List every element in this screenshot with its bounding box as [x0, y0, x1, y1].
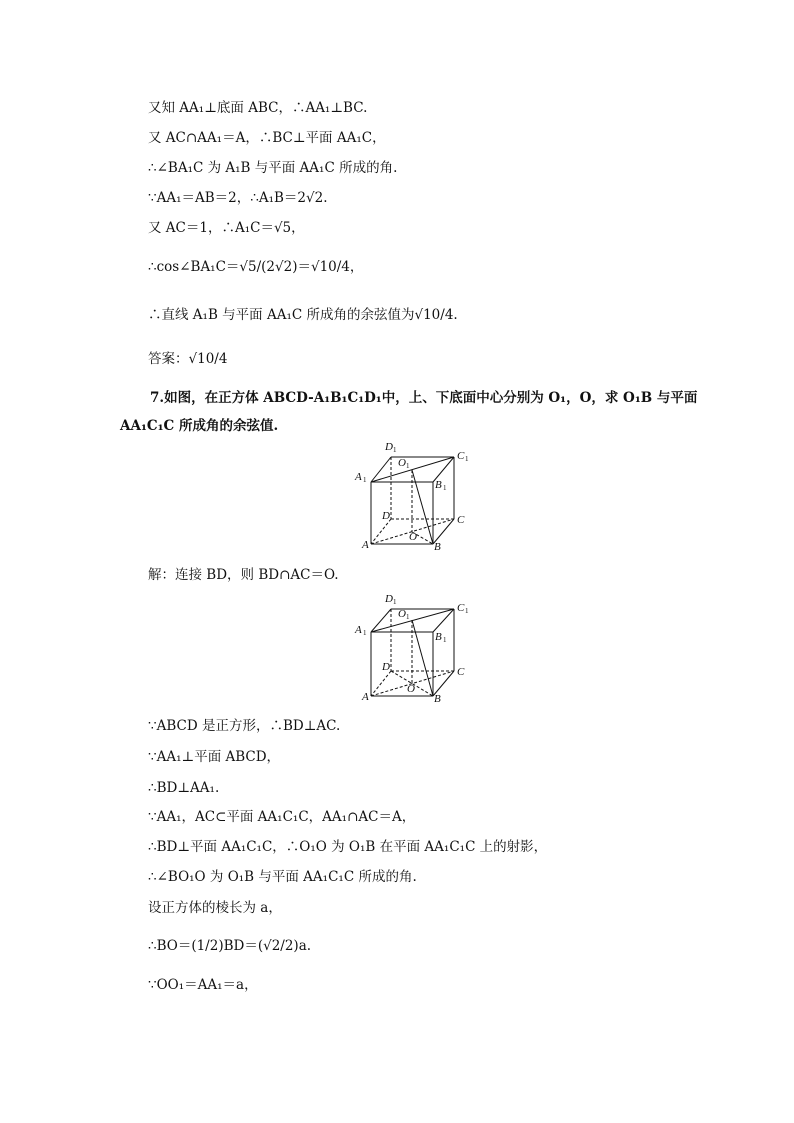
label-C1-sub: 1 [465, 455, 469, 463]
solution-line-7: ∴∠BO₁O 为 O₁B 与平面 AA₁C₁C 所成的角. [148, 869, 417, 885]
label2-B1-sub: 1 [443, 636, 447, 644]
label-B: B [434, 541, 441, 552]
label-D: D [382, 510, 390, 522]
label2-D1: D [385, 593, 393, 605]
solution-line-6: ∴BD⊥平面 AA₁C₁C，∴O₁O 为 O₁B 在平面 AA₁C₁C 上的射影， [148, 839, 548, 855]
label2-B: B [434, 693, 441, 704]
label2-C: C [457, 666, 465, 678]
label-A1: A [355, 471, 362, 483]
solution-line-5: ∵AA₁，AC⊂平面 AA₁C₁C，AA₁∩AC＝A， [148, 809, 416, 825]
label2-O1: O [398, 608, 406, 620]
label-O: O [409, 531, 417, 543]
label2-A1-sub: 1 [363, 629, 367, 637]
text-line-6: ∴cos∠BA₁C＝√5/(2√2)＝√10/4， [148, 259, 364, 275]
solution-line-8: 设正方体的棱长为 a， [148, 900, 282, 916]
label-C: C [457, 514, 465, 526]
problem-7-line-1: 7.如图，在正方体 ABCD-A₁B₁C₁D₁中，上、下底面中心分别为 O₁，O，求 O₁B 与平面 [150, 390, 698, 406]
label-D1-sub: 1 [393, 446, 397, 454]
solution-line-2: ∵ABCD 是正方形，∴BD⊥AC. [148, 718, 341, 734]
label2-O1-sub: 1 [406, 613, 410, 621]
label2-B1: B [435, 631, 442, 643]
label2-C1: C [457, 602, 465, 614]
text-line-5: 又 AC＝1，∴A₁C＝√5， [148, 220, 305, 236]
answer-line: 答案：√10/4 [148, 351, 228, 367]
label-A: A [362, 539, 369, 551]
text-line-4: ∵AA₁＝AB＝2，∴A₁B＝2√2. [148, 190, 328, 206]
label-D1: D [385, 441, 393, 453]
label2-A: A [362, 691, 369, 703]
label-B1-sub: 1 [443, 484, 447, 492]
label-A1-sub: 1 [363, 476, 367, 484]
text-line-7: ∴直线 A₁B 与平面 AA₁C 所成角的余弦值为√10/4. [148, 307, 458, 323]
label-O1-sub: 1 [406, 462, 410, 470]
label2-A1: A [355, 624, 362, 636]
problem-7-line-2: AA₁C₁C 所成角的余弦值. [120, 418, 279, 434]
solution-line-1: 解：连接 BD，则 BD∩AC＝O. [148, 567, 339, 583]
solution-line-4: ∴BD⊥AA₁. [148, 780, 220, 796]
label-O1: O [398, 457, 406, 469]
label2-C1-sub: 1 [465, 607, 469, 615]
text-line-1: 又知 AA₁⊥底面 ABC，∴AA₁⊥BC. [148, 100, 368, 116]
label2-D: D [382, 661, 390, 673]
text-line-2: 又 AC∩AA₁＝A，∴BC⊥平面 AA₁C， [148, 130, 386, 146]
cube-figure-1 [354, 440, 474, 552]
cube-figure-2 [354, 592, 474, 704]
text-line-3: ∴∠BA₁C 为 A₁B 与平面 AA₁C 所成的角. [148, 160, 398, 176]
solution-line-10: ∵OO₁＝AA₁＝a， [148, 977, 258, 993]
label2-O: O [407, 683, 415, 695]
solution-line-3: ∵AA₁⊥平面 ABCD， [148, 749, 281, 765]
label2-D1-sub: 1 [393, 598, 397, 606]
solution-line-9: ∴BO＝(1/2)BD＝(√2/2)a. [148, 938, 312, 954]
label-C1: C [457, 450, 465, 462]
label-B1: B [435, 479, 442, 491]
